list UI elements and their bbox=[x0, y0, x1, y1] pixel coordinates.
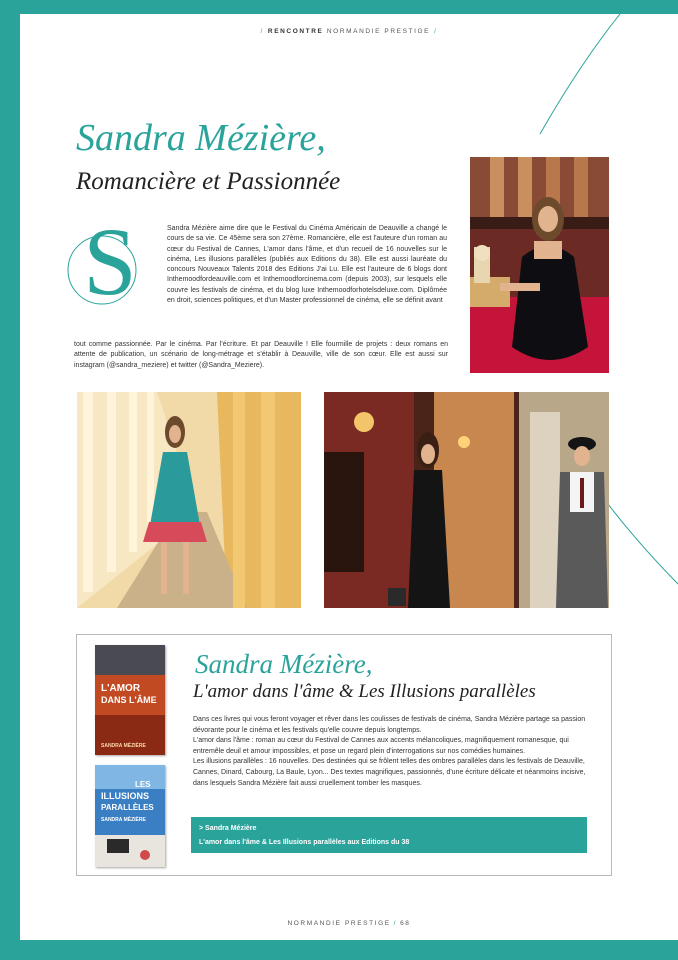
section-header: / RENCONTRE NORMANDIE PRESTIGE / bbox=[260, 28, 438, 35]
section-label: RENCONTRE bbox=[267, 28, 324, 35]
cover2-author: SANDRA MÉZIÈRE bbox=[101, 817, 146, 823]
book-cover-amor bbox=[95, 645, 165, 755]
cover1-title-line2: DANS L'ÂME bbox=[101, 695, 157, 705]
page-footer: NORMANDIE PRESTIGE / 68 bbox=[287, 920, 411, 927]
cover2-title-line1: LES bbox=[135, 780, 151, 789]
cover2-title-line3: PARALLÈLES bbox=[101, 803, 154, 812]
books-titles: L'amor dans l'âme & Les Illusions parallèles bbox=[193, 681, 536, 702]
cover1-author: SANDRA MÉZIÈRE bbox=[101, 743, 146, 749]
article-subtitle: Romancière et Passionnée bbox=[76, 168, 341, 195]
dropcap-letter: S bbox=[83, 216, 137, 315]
footer-magazine: NORMANDIE PRESTIGE bbox=[287, 920, 391, 927]
magazine-name: NORMANDIE PRESTIGE bbox=[326, 28, 431, 35]
cover1-title-line1: L'AMOR bbox=[101, 683, 141, 694]
books-box bbox=[76, 634, 612, 876]
books-desc-amor: L'amor dans l'âme : roman au cœur du Festival de Cannes aux accents mélancoliques, magnifiquement romanesque, qui entremêle deuil et amour impossibles, et pose un regard plein d'interrogations sur nos comédies humaines. bbox=[193, 737, 569, 755]
intro-text-part1: Sandra Mézière aime dire que le Festival du Cinéma Américain de Deauville a changé le cours de sa vie. Ce 45ème sera son 27ème. Romancière, elle est l'auteure d'un roman au cœur du Festival de Cannes, L'amor dans l'âme, et d'un recueil de 16 nouvelles sur le cinéma, Les illusions parallèles (publiés aux Editions du 38). Elle est aussi lauréate du concours Nouveaux Talents 2018 des Editions J'ai Lu. Elle est l'auteure de 6 blogs dont Inthemoodfordeauville.com et Inthemoodforcinema.com (depuis 2003), sur lesquels elle couvre les festivals de cinéma, et du blog luxe Inthemoodforhotelsdeluxe.com. Diplômée en droit, sciences politiques, et d'un Master professionnel de cinéma, elle se définit avant bbox=[167, 225, 447, 305]
cover2-title-line2: ILLUSIONS bbox=[101, 791, 150, 801]
book-cover-illusions bbox=[95, 765, 165, 867]
books-author-title: Sandra Mézière, bbox=[195, 649, 373, 679]
photo-portrait-seated bbox=[470, 157, 609, 373]
books-description bbox=[193, 715, 593, 789]
intro-text-part2: tout comme passionnée. Par le cinéma. Par l'écriture. Et par Deauville ! Elle fourmille de projets : deux romans en attente de publication, un scénario de long-métrage et s'établir à Deauville, ville de son cœur. Elle est aussi sur instagram (@sandra_meziere) et twitter (@Sandra_Meziere). bbox=[74, 341, 448, 369]
photo-colonnade bbox=[77, 392, 301, 608]
article-title-name: Sandra Mézière, bbox=[76, 117, 326, 159]
banner-author: Sandra Mézière bbox=[205, 825, 257, 832]
photo-with-doorman bbox=[324, 392, 609, 608]
books-desc-illusions: Les illusions parallèles : 16 nouvelles. Des destinées qui se frôlent telles des ombres parallèles dans les festivals de Deauville, Cannes, Dinard, Cabourg, La Baule, Lyon... Des textes magnifiques, passionnés, d'une écriture délicate et néanmoins incisive, dans lesquels Sandra Mézière fait aussi cruellement tomber les masques. bbox=[193, 758, 586, 787]
magazine-page bbox=[20, 14, 678, 940]
banner-info: L'amor dans l'âme & Les Illusions parallèles aux Editions du 38 bbox=[199, 839, 410, 846]
books-desc-intro: Dans ces livres qui vous feront voyager et rêver dans les coulisses de festivals de cinéma, Sandra Mézière partage sa passion dévorante pour le cinéma et les festivals qu'elle couvre depuis longtemps. bbox=[193, 716, 586, 734]
books-banner bbox=[191, 817, 587, 853]
dropcap-s bbox=[66, 216, 144, 316]
banner-arrow: > bbox=[199, 825, 204, 832]
page-number: 68 bbox=[400, 920, 411, 927]
